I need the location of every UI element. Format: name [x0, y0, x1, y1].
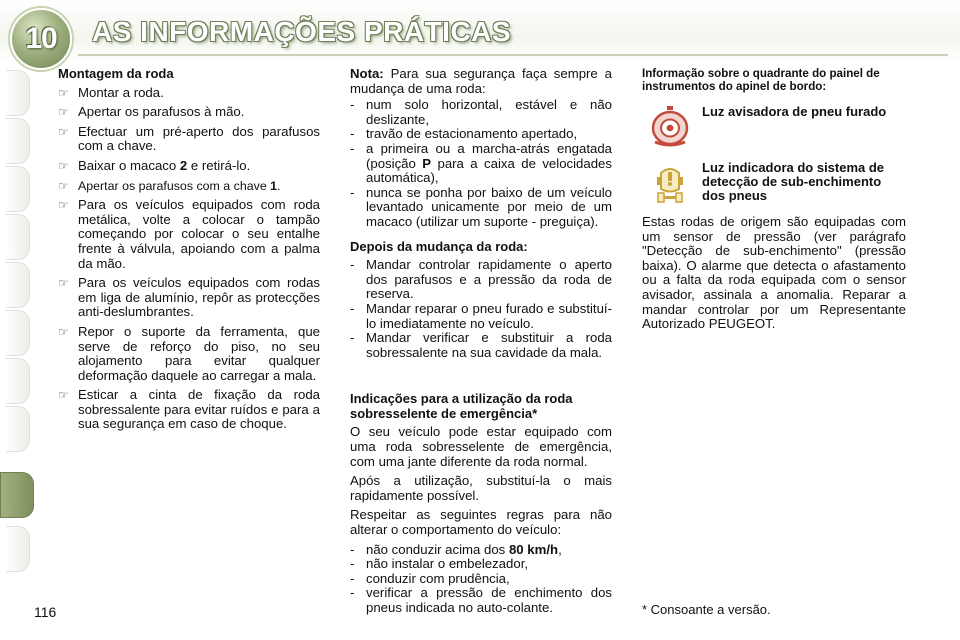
sensor-paragraph: Estas rodas de origem são equipadas com um sensor de pressão (ver parágrafo "Detecção de sub-enchimento" (pressão baixa). O alarme que detecta o afastamento ou a falta da roda equipada com o sensor avisador, assinala a anomalia. Reparar a mandar controlar por um Representante Autorizado PEUGEOT. [642, 214, 906, 332]
column-instrument-info [642, 67, 906, 337]
lamp-label-flat-tyre: Luz avisadora de pneu furado [702, 104, 887, 119]
list-item: - num solo horizontal, estável e não deslizante, [350, 97, 612, 127]
section-heading-spare-wheel: Indicações para a utilização da roda sobresselente de emergência* [350, 391, 573, 421]
chapter-tab[interactable] [6, 214, 30, 260]
chapter-tab[interactable] [6, 70, 30, 116]
section-heading-after-change: Depois da mudança da roda: [350, 238, 528, 254]
list-item: - nunca se ponha por baixo de um veículo levantado unicamente por meio de um macaco (utilizar um suporte - preguiça). [350, 184, 612, 229]
list-item: - verificar a pressão de enchimento dos pneus indicada no auto-colante. [350, 585, 612, 615]
spare-paragraph-2: Após a utilização, substituí-la o mais rapidamente possível. [350, 473, 612, 503]
list-item: ☞ Baixar o macaco 2 e retirá-lo. [58, 157, 251, 173]
safety-note [350, 67, 612, 96]
list-item: - conduzir com prudência, [350, 570, 510, 586]
chapter-tabs [0, 70, 36, 590]
title-rule [78, 54, 948, 56]
lamp-pressure-detection [646, 159, 906, 207]
hand-pointer-icon: ☞ [58, 276, 69, 291]
tyre-pressure-detection-icon [646, 159, 694, 207]
list-item: ☞ Efectuar um pré-aperto dos parafusos com a chave. [58, 123, 320, 154]
chapter-tab[interactable] [6, 358, 30, 404]
flat-tyre-warning-icon [646, 103, 694, 151]
list-item: ☞ Apertar os parafusos com a chave 1. [58, 178, 281, 193]
list-item: ☞ Repor o suporte da ferramenta, que serve de reforço do piso, no seu alojamento para evitar qualquer deformação daquele ao carregar a mala. [58, 323, 320, 383]
lamp-flat-tyre [646, 103, 906, 151]
fitting-steps [58, 86, 320, 432]
list-item: ☞ Montar a roda. [58, 84, 164, 100]
section-heading-fitting: Montagem da roda [58, 66, 174, 81]
list-item: - Mandar reparar o pneu furado e substituí-lo imediatamente no veículo. [350, 300, 612, 331]
chapter-tab[interactable] [6, 526, 30, 572]
hand-pointer-icon: ☞ [58, 158, 69, 173]
spare-paragraph-3: Respeitar as seguintes regras para não alterar o comportamento do veículo: [350, 507, 612, 538]
note-text: Para sua segurança faça sempre a mudança de uma roda: [350, 66, 612, 96]
note-label: Nota: [350, 66, 384, 81]
list-item: - Mandar verificar e substituir a roda sobressalente na sua cavidade da mala. [350, 330, 612, 360]
chapter-tab[interactable] [6, 166, 30, 212]
list-item: - não conduzir acima dos 80 km/h, [350, 541, 562, 557]
after-change-list [350, 258, 612, 360]
chapter-tab-active[interactable] [0, 472, 34, 518]
hand-pointer-icon: ☞ [58, 124, 69, 139]
info-heading: Informação sobre o quadrante do painel de instrumentos do apinel de bordo: [642, 67, 880, 93]
page-title: AS INFORMAÇÕES PRÁTICAS [92, 16, 512, 47]
footnote: * Consoante a versão. [642, 602, 771, 617]
list-item: ☞ Esticar a cinta de fixação da roda sobressalente para evitar ruídos e para a sua segurança em caso de choque. [58, 387, 320, 432]
chapter-tab[interactable] [6, 262, 30, 308]
column-after-change [350, 67, 612, 626]
hand-pointer-icon: ☞ [58, 105, 69, 120]
chapter-number: 10 [25, 22, 57, 55]
chapter-tab[interactable] [6, 118, 30, 164]
hand-pointer-icon: ☞ [58, 198, 69, 213]
hand-pointer-icon: ☞ [58, 324, 69, 339]
page-number: 116 [34, 604, 57, 620]
hand-pointer-icon: ☞ [58, 388, 69, 403]
chapter-tab[interactable] [6, 406, 30, 452]
spare-paragraph-1: O seu veículo pode estar equipado com uma roda sobresselente de emergência, com uma jante diferente da roda normal. [350, 424, 612, 469]
note-list [350, 98, 612, 229]
list-item: ☞ Para os veículos equipados com rodas em liga de alumínio, repôr as protecções anti-deslumbrantes. [58, 275, 320, 320]
chapter-tab[interactable] [6, 310, 30, 356]
column-fitting-wheel [58, 67, 320, 437]
spare-rules-list [350, 543, 612, 616]
hand-pointer-icon: ☞ [58, 178, 69, 193]
list-item: ☞ Para os veículos equipados com roda metálica, volte a colocar o tampão começando por colocar o seu entalhe frente à válvula, apoiando com a palma da mão. [58, 197, 320, 271]
hand-pointer-icon: ☞ [58, 85, 69, 100]
chapter-badge [10, 8, 72, 70]
list-item: - travão de estacionamento apertado, [350, 126, 578, 142]
list-item: - não instalar o embelezador, [350, 556, 529, 572]
list-item: ☞ Apertar os parafusos à mão. [58, 104, 245, 120]
list-item: - a primeira ou a marcha-atrás engatada (posição P para a caixa de velocidades automática), [350, 140, 612, 186]
list-item: - Mandar controlar rapidamente o aperto dos parafusos e a pressão da roda de reserva. [350, 257, 612, 302]
lamp-label-pressure-detection: Luz indicadora do sistema de detecção de sub-enchimento dos pneus [702, 160, 885, 203]
